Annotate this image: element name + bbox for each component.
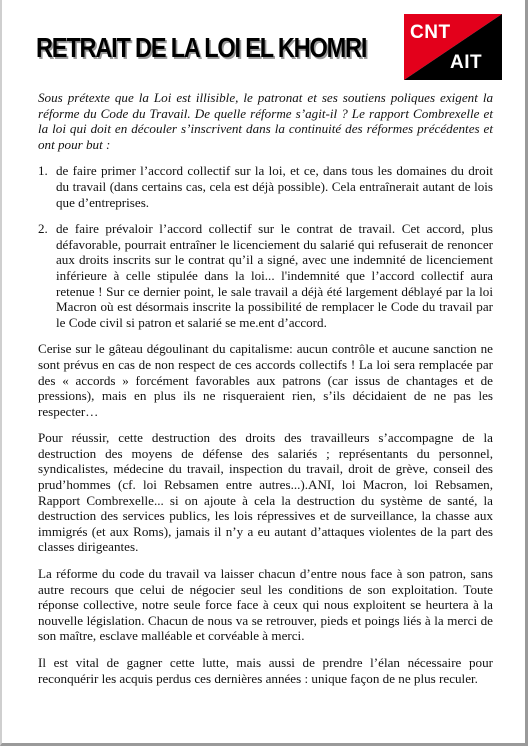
list-item-number: 1.: [38, 163, 48, 179]
logo-ait-text: AIT: [450, 52, 483, 73]
document-body: [38, 90, 493, 697]
list-item-text: de faire primer l’accord collectif sur la loi, et ce, dans tous les domaines du droit du travail (dans certains cas, cela est déjà possible). Cela entraînerait autant de lois que d’entreprises.: [56, 163, 493, 210]
body-paragraph: Pour réussir, cette destruction des droits des travailleurs s’accompagne de la destruction des moyens de défense des salariés ; représentants du personnel, syndicalistes, médecine du travail, inspection du travail, droit de grève, conseil des prud’hommes (cf. loi Rebsamen entre autres...).ANI, loi Macron, loi Rebsamen, Rapport Combrexelle... si on ajoute à cela la destruction du système de santé, la destruction des services publics, les lois répressives et de surveillance, la chasse aux immigrés (et aux Roms), jamais il n’y a eu autant d’attaques violentes de la part des classes dirigeantes.: [38, 430, 493, 555]
document-title: RETRAIT DE LA LOI EL KHOMRI: [36, 32, 367, 63]
body-paragraph: La réforme du code du travail va laisser chacun d’entre nous face à son patron, sans autre recours que celui de négocier seul les conditions de son exploitation. Toute réponse collective, notre seule force face à ceux qui nous exploitent se heurtera à la nouvelle législation. Chacun de nous va se retrouver, pieds et poings liés à la merci de son maître, esclave malléable et corvéable à merci.: [38, 566, 493, 644]
list-item: [38, 221, 493, 330]
logo-cnt-text: CNT: [410, 22, 451, 43]
body-paragraph: Il est vital de gagner cette lutte, mais aussi de prendre l’élan nécessaire pour reconquérir les acquis perdus ces dernières années : unique façon de ne plus reculer.: [38, 655, 493, 686]
list-item-number: 2.: [38, 221, 48, 237]
intro-paragraph: Sous prétexte que la Loi est illisible, le patronat et ses soutiens poliques exigent la réforme du Code du Travail. De quelle réforme s’agit-il ? Le rapport Combrexelle et la loi qui doit en découler s’inscrivent dans la continuité des réformes précédentes et ont pour but :: [38, 90, 493, 152]
list-item-text: de faire prévaloir l’accord collectif sur le contrat de travail. Cet accord, plus défavorable, pourrait entraîner le licenciement du salarié qui refuserait de renoncer aux droits inscrits sur le contrat qu’il a signé, avec une indemnité de licenciement inférieure à celle stipulée dans la loi... l'indemnité que l’accord collectif aura retenue ! Sur ce dernier point, le sale travail a déjà été largement déblayé par la loi Macron où est désormais inscrite la possibilité de remplacer le Code du travail par le Code civil si patron et salarié se me.ent d’accord.: [56, 221, 493, 330]
cnt-ait-logo: [404, 14, 502, 80]
list-item: [38, 163, 493, 210]
goals-list: [38, 163, 493, 330]
body-paragraph: Cerise sur le gâteau dégoulinant du capitalisme: aucun contrôle et aucune sanction ne sont prévus en cas de non respect de ces accords collectifs ! La loi sera remplacée par des « accords » forcément favorables aux patrons (car issus de chantages et de pressions), mais en plus ils ne risqueraient rien, s’ils décidaient de ne pas les respecter…: [38, 341, 493, 419]
